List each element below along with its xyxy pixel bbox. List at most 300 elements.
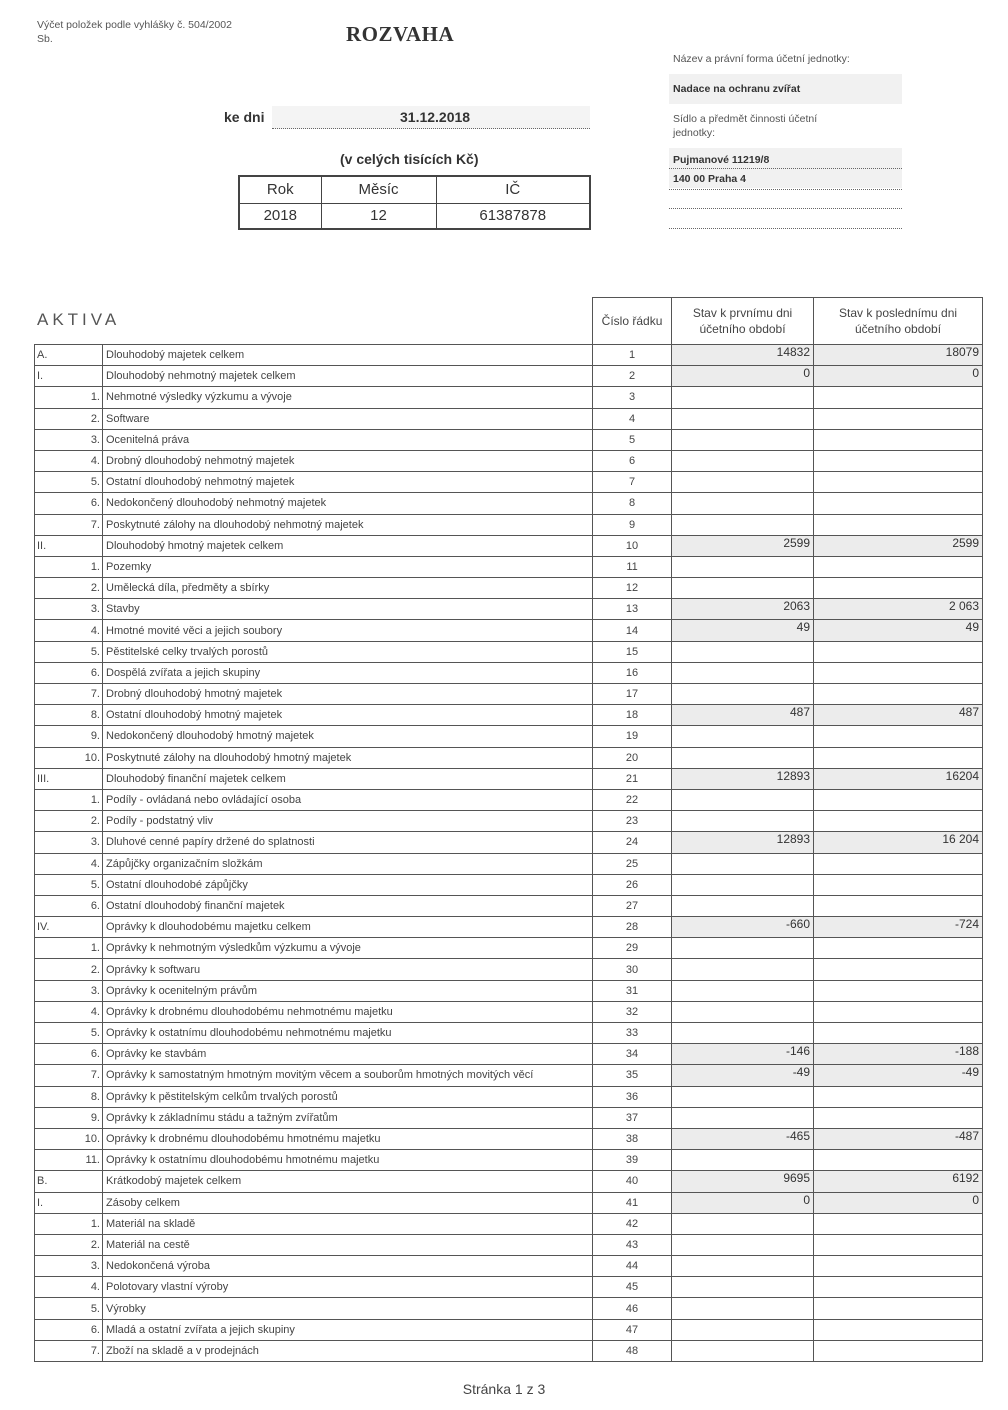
row-label: Materiál na skladě: [103, 1213, 593, 1234]
row-label: Polotovary vlastní výroby: [103, 1277, 593, 1298]
row-line-number: 32: [593, 1001, 672, 1022]
row-item-number: 2.: [65, 408, 103, 429]
row-start-value: [672, 641, 814, 662]
row-start-value: 14832: [672, 345, 814, 366]
row-end-value: [814, 556, 983, 577]
table-row: [35, 429, 983, 450]
row-label: Podíly - ovládaná nebo ovládající osoba: [103, 789, 593, 810]
table-row: [35, 345, 983, 366]
row-line-number: 21: [593, 768, 672, 789]
identification-table: [238, 175, 591, 230]
address-dotline: [669, 208, 902, 209]
row-section-code: [35, 493, 65, 514]
row-item-number: 6.: [65, 1044, 103, 1065]
row-label: Nedokončená výroba: [103, 1256, 593, 1277]
row-line-number: 3: [593, 387, 672, 408]
row-start-value: [672, 387, 814, 408]
row-label: Oprávky k softwaru: [103, 959, 593, 980]
row-start-value: [672, 811, 814, 832]
row-label: Výrobky: [103, 1298, 593, 1319]
row-item-number: [65, 917, 103, 938]
table-row: [35, 705, 983, 726]
row-start-value: [672, 1298, 814, 1319]
row-section-code: [35, 1319, 65, 1340]
row-start-value: [672, 789, 814, 810]
row-section-code: [35, 1065, 65, 1086]
row-start-value: 487: [672, 705, 814, 726]
row-line-number: 22: [593, 789, 672, 810]
row-section-code: [35, 684, 65, 705]
address-dotline: [669, 189, 902, 190]
row-end-value: [814, 980, 983, 1001]
row-end-value: 18079: [814, 345, 983, 366]
row-item-number: 9.: [65, 726, 103, 747]
table-row: [35, 1086, 983, 1107]
row-section-code: [35, 938, 65, 959]
row-end-value: [814, 1234, 983, 1255]
table-row: [35, 1234, 983, 1255]
row-item-number: 9.: [65, 1107, 103, 1128]
ic-value: 61387878: [436, 203, 590, 229]
row-label: Oprávky ke stavbám: [103, 1044, 593, 1065]
row-section-code: [35, 1298, 65, 1319]
table-row: [35, 768, 983, 789]
date-value: 31.12.2018: [400, 109, 471, 125]
row-start-value: 9695: [672, 1171, 814, 1192]
table-row: [35, 747, 983, 768]
row-start-value: [672, 747, 814, 768]
table-row: [35, 1298, 983, 1319]
table-row: [35, 938, 983, 959]
row-line-number: 4: [593, 408, 672, 429]
row-line-number: 34: [593, 1044, 672, 1065]
address-dotline: [669, 168, 902, 169]
row-line-number: 5: [593, 429, 672, 450]
row-line-number: 19: [593, 726, 672, 747]
row-label: Umělecká díla, předměty a sbírky: [103, 578, 593, 599]
row-start-value: [672, 1277, 814, 1298]
table-row: [35, 684, 983, 705]
row-section-code: [35, 1213, 65, 1234]
row-label: Poskytnuté zálohy na dlouhodobý nehmotný majetek: [103, 514, 593, 535]
row-section-code: [35, 1044, 65, 1065]
row-item-number: 7.: [65, 514, 103, 535]
row-section-code: II.: [35, 535, 65, 556]
row-end-value: [814, 387, 983, 408]
row-end-value: 0: [814, 366, 983, 387]
row-label: Dlouhodobý nehmotný majetek celkem: [103, 366, 593, 387]
table-row: [35, 662, 983, 683]
row-item-number: 1.: [65, 938, 103, 959]
row-item-number: 1.: [65, 387, 103, 408]
legal-reference-note: Výčet položek podle vyhlášky č. 504/2002 Sb.: [37, 19, 232, 45]
row-item-number: 5.: [65, 874, 103, 895]
row-start-value: [672, 853, 814, 874]
row-end-value: [814, 641, 983, 662]
row-item-number: 3.: [65, 429, 103, 450]
row-section-code: [35, 1256, 65, 1277]
row-label: Dlouhodobý finanční majetek celkem: [103, 768, 593, 789]
table-row: [35, 408, 983, 429]
row-start-value: [672, 493, 814, 514]
row-item-number: [65, 768, 103, 789]
row-end-value: [814, 811, 983, 832]
row-item-number: [65, 1192, 103, 1213]
table-row: [35, 789, 983, 810]
row-section-code: [35, 747, 65, 768]
row-item-number: 10.: [65, 747, 103, 768]
row-start-value: [672, 1234, 814, 1255]
row-start-value: -465: [672, 1128, 814, 1149]
row-section-code: [35, 387, 65, 408]
row-start-value: [672, 1319, 814, 1340]
row-section-code: [35, 811, 65, 832]
row-start-value: [672, 959, 814, 980]
row-label: Dlouhodobý hmotný majetek celkem: [103, 535, 593, 556]
document-title: ROZVAHA: [346, 22, 455, 46]
row-label: Ocenitelná práva: [103, 429, 593, 450]
row-start-value: [672, 514, 814, 535]
row-number-header: Číslo řádku: [593, 298, 672, 345]
row-line-number: 30: [593, 959, 672, 980]
row-start-value: [672, 684, 814, 705]
row-label: Pěstitelské celky trvalých porostů: [103, 641, 593, 662]
row-start-value: 0: [672, 366, 814, 387]
balance-sheet-table: [34, 297, 983, 1362]
row-end-value: -487: [814, 1128, 983, 1149]
row-section-code: [35, 641, 65, 662]
row-section-code: [35, 408, 65, 429]
entity-address-line1: Pujmanové 11219/8: [673, 154, 770, 166]
row-item-number: 2.: [65, 1234, 103, 1255]
row-line-number: 1: [593, 345, 672, 366]
row-end-value: [814, 662, 983, 683]
row-end-value: [814, 959, 983, 980]
row-end-value: [814, 493, 983, 514]
address-dotline: [669, 228, 902, 229]
row-end-value: [814, 1277, 983, 1298]
table-row: [35, 1023, 983, 1044]
row-label: Oprávky k nehmotným výsledkům výzkumu a vývoje: [103, 938, 593, 959]
row-end-value: [814, 789, 983, 810]
start-state-header: Stav k prvnímu dni účetního období: [672, 298, 814, 345]
row-item-number: [65, 366, 103, 387]
row-section-code: I.: [35, 1192, 65, 1213]
row-start-value: [672, 1256, 814, 1277]
row-line-number: 13: [593, 599, 672, 620]
row-item-number: 1.: [65, 1213, 103, 1234]
row-section-code: [35, 832, 65, 853]
row-item-number: [65, 1171, 103, 1192]
row-section-code: [35, 599, 65, 620]
row-start-value: [672, 578, 814, 599]
row-section-code: A.: [35, 345, 65, 366]
row-line-number: 10: [593, 535, 672, 556]
table-row: [35, 895, 983, 916]
table-row: [35, 620, 983, 641]
row-section-code: [35, 853, 65, 874]
table-row: [35, 387, 983, 408]
row-start-value: 12893: [672, 832, 814, 853]
row-end-value: [814, 1340, 983, 1361]
table-row: [35, 472, 983, 493]
row-label: Oprávky k ostatnímu dlouhodobému hmotnému majetku: [103, 1150, 593, 1171]
row-start-value: -49: [672, 1065, 814, 1086]
row-item-number: 5.: [65, 1023, 103, 1044]
row-end-value: 49: [814, 620, 983, 641]
row-section-code: [35, 556, 65, 577]
row-end-value: [814, 1086, 983, 1107]
row-end-value: 6192: [814, 1171, 983, 1192]
row-line-number: 42: [593, 1213, 672, 1234]
row-item-number: 6.: [65, 1319, 103, 1340]
row-label: Drobný dlouhodobý nehmotný majetek: [103, 450, 593, 471]
row-line-number: 45: [593, 1277, 672, 1298]
row-line-number: 36: [593, 1086, 672, 1107]
row-item-number: 10.: [65, 1128, 103, 1149]
row-line-number: 37: [593, 1107, 672, 1128]
table-row: [35, 578, 983, 599]
row-item-number: 4.: [65, 1277, 103, 1298]
row-label: Zápůjčky organizačním složkám: [103, 853, 593, 874]
row-item-number: 4.: [65, 450, 103, 471]
row-line-number: 23: [593, 811, 672, 832]
table-row: [35, 366, 983, 387]
table-row: [35, 1319, 983, 1340]
row-section-code: [35, 1086, 65, 1107]
table-row: [35, 1213, 983, 1234]
row-section-code: I.: [35, 366, 65, 387]
table-row: [35, 556, 983, 577]
month-value: 12: [321, 203, 436, 229]
row-item-number: 6.: [65, 895, 103, 916]
entity-name: Nadace na ochranu zvířat: [673, 83, 801, 95]
row-section-code: [35, 514, 65, 535]
table-row: [35, 917, 983, 938]
row-item-number: 3.: [65, 1256, 103, 1277]
table-row: [35, 726, 983, 747]
table-row: [35, 1171, 983, 1192]
year-header: Rok: [239, 176, 321, 203]
row-start-value: -146: [672, 1044, 814, 1065]
row-section-code: [35, 874, 65, 895]
row-line-number: 8: [593, 493, 672, 514]
row-section-code: [35, 620, 65, 641]
row-line-number: 38: [593, 1128, 672, 1149]
row-label: Dluhové cenné papíry držené do splatnosti: [103, 832, 593, 853]
row-section-code: [35, 980, 65, 1001]
row-start-value: [672, 472, 814, 493]
row-start-value: [672, 874, 814, 895]
row-end-value: -724: [814, 917, 983, 938]
row-item-number: 3.: [65, 599, 103, 620]
row-line-number: 15: [593, 641, 672, 662]
row-start-value: 2063: [672, 599, 814, 620]
section-title-aktiva: AKTIVA: [37, 310, 121, 329]
row-item-number: 1.: [65, 556, 103, 577]
row-line-number: 44: [593, 1256, 672, 1277]
row-line-number: 12: [593, 578, 672, 599]
row-end-value: 16 204: [814, 832, 983, 853]
row-label: Oprávky k dlouhodobému majetku celkem: [103, 917, 593, 938]
table-row: [35, 959, 983, 980]
row-label: Nehmotné výsledky výzkumu a vývoje: [103, 387, 593, 408]
row-end-value: [814, 726, 983, 747]
row-label: Stavby: [103, 599, 593, 620]
row-end-value: [814, 514, 983, 535]
row-start-value: [672, 1086, 814, 1107]
table-row: [35, 599, 983, 620]
table-row: [35, 1256, 983, 1277]
row-label: Mladá a ostatní zvířata a jejich skupiny: [103, 1319, 593, 1340]
row-start-value: [672, 895, 814, 916]
units-note: (v celých tisících Kč): [340, 151, 479, 167]
row-start-value: [672, 1023, 814, 1044]
table-header-blank: [35, 298, 593, 345]
row-item-number: 3.: [65, 832, 103, 853]
row-item-number: 4.: [65, 1001, 103, 1022]
row-label: Poskytnuté zálohy na dlouhodobý hmotný majetek: [103, 747, 593, 768]
row-section-code: [35, 789, 65, 810]
row-end-value: [814, 1256, 983, 1277]
row-end-value: [814, 1023, 983, 1044]
row-start-value: [672, 726, 814, 747]
row-end-value: 2599: [814, 535, 983, 556]
row-label: Oprávky k ocenitelným právům: [103, 980, 593, 1001]
row-start-value: 0: [672, 1192, 814, 1213]
month-header: Měsíc: [321, 176, 436, 203]
row-item-number: 7.: [65, 1065, 103, 1086]
row-item-number: 2.: [65, 959, 103, 980]
row-item-number: 5.: [65, 472, 103, 493]
row-end-value: [814, 1213, 983, 1234]
row-section-code: [35, 1023, 65, 1044]
entity-address-line2: 140 00 Praha 4: [673, 173, 746, 185]
row-item-number: 7.: [65, 684, 103, 705]
row-end-value: [814, 1319, 983, 1340]
row-item-number: 11.: [65, 1150, 103, 1171]
table-row: [35, 641, 983, 662]
row-item-number: 6.: [65, 493, 103, 514]
row-section-code: [35, 1340, 65, 1361]
row-label: Zboží na skladě a v prodejnách: [103, 1340, 593, 1361]
row-item-number: 4.: [65, 620, 103, 641]
row-section-code: [35, 450, 65, 471]
row-item-number: 4.: [65, 853, 103, 874]
table-row: [35, 493, 983, 514]
row-end-value: [814, 747, 983, 768]
row-line-number: 6: [593, 450, 672, 471]
row-line-number: 25: [593, 853, 672, 874]
row-item-number: [65, 345, 103, 366]
table-row: [35, 514, 983, 535]
row-label: Dlouhodobý majetek celkem: [103, 345, 593, 366]
row-label: Ostatní dlouhodobý hmotný majetek: [103, 705, 593, 726]
table-row: [35, 1150, 983, 1171]
row-section-code: IV.: [35, 917, 65, 938]
table-row: [35, 1001, 983, 1022]
row-section-code: [35, 895, 65, 916]
table-row: [35, 853, 983, 874]
row-section-code: [35, 1277, 65, 1298]
row-end-value: [814, 684, 983, 705]
row-line-number: 18: [593, 705, 672, 726]
row-label: Podíly - podstatný vliv: [103, 811, 593, 832]
row-item-number: 2.: [65, 811, 103, 832]
row-label: Zásoby celkem: [103, 1192, 593, 1213]
row-start-value: [672, 429, 814, 450]
row-label: Ostatní dlouhodobý finanční majetek: [103, 895, 593, 916]
row-start-value: 12893: [672, 768, 814, 789]
row-section-code: [35, 705, 65, 726]
row-line-number: 16: [593, 662, 672, 683]
row-section-code: [35, 726, 65, 747]
row-start-value: [672, 1001, 814, 1022]
row-item-number: [65, 535, 103, 556]
row-line-number: 41: [593, 1192, 672, 1213]
row-end-value: [814, 472, 983, 493]
row-start-value: 49: [672, 620, 814, 641]
row-item-number: 8.: [65, 1086, 103, 1107]
row-end-value: [814, 408, 983, 429]
row-end-value: [814, 578, 983, 599]
row-line-number: 11: [593, 556, 672, 577]
row-section-code: [35, 472, 65, 493]
row-line-number: 29: [593, 938, 672, 959]
row-line-number: 9: [593, 514, 672, 535]
table-row: [35, 1107, 983, 1128]
row-line-number: 14: [593, 620, 672, 641]
row-line-number: 35: [593, 1065, 672, 1086]
table-body: [35, 345, 983, 1362]
row-end-value: [814, 874, 983, 895]
row-start-value: [672, 1340, 814, 1361]
row-line-number: 20: [593, 747, 672, 768]
row-label: Software: [103, 408, 593, 429]
row-line-number: 17: [593, 684, 672, 705]
row-line-number: 43: [593, 1234, 672, 1255]
table-row: [35, 1044, 983, 1065]
row-label: Ostatní dlouhodobý nehmotný majetek: [103, 472, 593, 493]
row-label: Materiál na cestě: [103, 1234, 593, 1255]
table-row: [35, 1065, 983, 1086]
row-start-value: [672, 980, 814, 1001]
row-item-number: 5.: [65, 641, 103, 662]
row-label: Oprávky k ostatnímu dlouhodobému nehmotnému majetku: [103, 1023, 593, 1044]
row-label: Oprávky k drobnému dlouhodobému nehmotnému majetku: [103, 1001, 593, 1022]
row-section-code: [35, 1150, 65, 1171]
table-row: [35, 874, 983, 895]
row-line-number: 24: [593, 832, 672, 853]
row-label: Oprávky k samostatným hmotným movitým věcem a souborům hmotných movitých věcí: [103, 1065, 593, 1086]
table-row: [35, 535, 983, 556]
table-row: [35, 1340, 983, 1361]
row-label: Oprávky k základnímu stádu a tažným zvířatům: [103, 1107, 593, 1128]
row-start-value: 2599: [672, 535, 814, 556]
row-end-value: 2 063: [814, 599, 983, 620]
row-line-number: 28: [593, 917, 672, 938]
row-start-value: [672, 556, 814, 577]
row-section-code: [35, 1001, 65, 1022]
row-end-value: 0: [814, 1192, 983, 1213]
row-end-value: [814, 895, 983, 916]
row-line-number: 47: [593, 1319, 672, 1340]
row-end-value: [814, 1150, 983, 1171]
table-row: [35, 1192, 983, 1213]
table-row: [35, 450, 983, 471]
entity-seat-label: Sídlo a předmět činnosti účetní jednotky:: [673, 113, 818, 139]
year-value: 2018: [239, 203, 321, 229]
